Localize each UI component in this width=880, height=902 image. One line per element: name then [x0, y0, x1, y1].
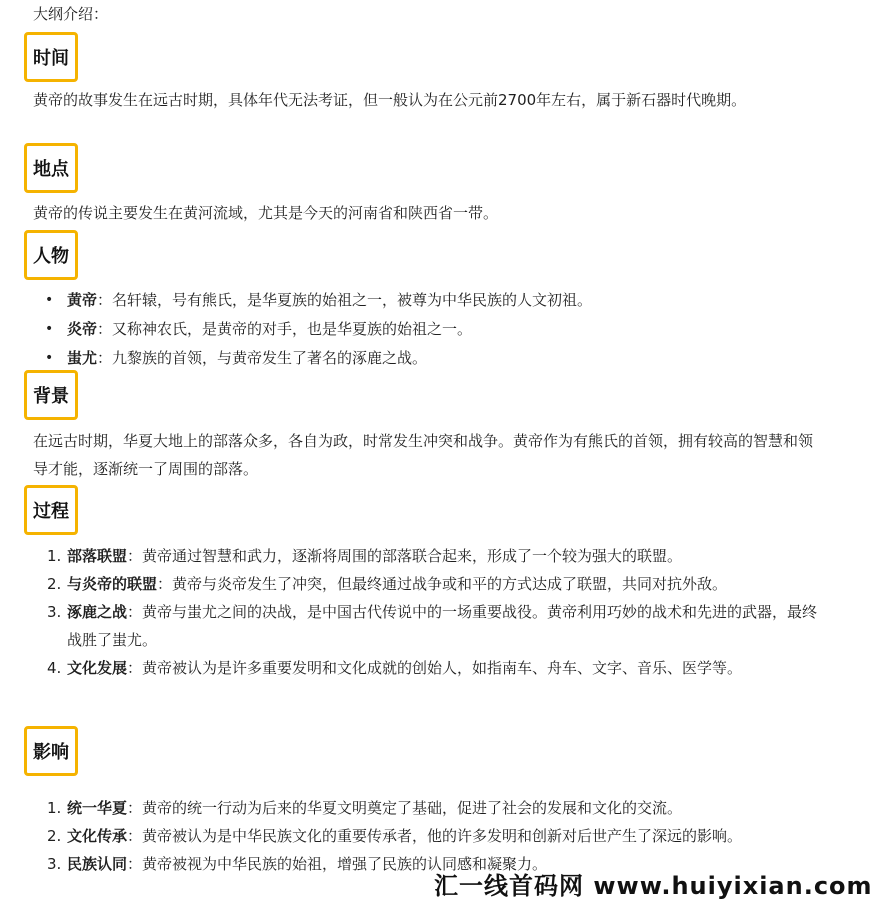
item-sep: ： — [97, 291, 113, 309]
list-item — [33, 598, 823, 654]
heading-place: 地点 — [24, 143, 78, 193]
item-desc: 黄帝的统一行动为后来的华夏文明奠定了基础，促进了社会的发展和文化的交流。 — [142, 799, 683, 817]
heading-impact: 影响 — [24, 726, 78, 776]
list-item — [33, 286, 833, 315]
heading-background: 背景 — [24, 370, 78, 420]
item-term: 部落联盟 — [67, 547, 128, 565]
item-sep: ： — [127, 659, 143, 677]
item-desc: 又称神农氏，是黄帝的对手，也是华夏族的始祖之一。 — [112, 320, 473, 338]
item-number: 2. — [47, 575, 62, 593]
item-number: 3. — [47, 855, 62, 873]
item-term: 涿鹿之战 — [67, 603, 128, 621]
item-sep: ： — [127, 855, 143, 873]
heading-time: 时间 — [24, 32, 78, 82]
item-desc: 黄帝被视为中华民族的始祖，增强了民族的认同感和凝聚力。 — [142, 855, 548, 873]
item-term: 与炎帝的联盟 — [67, 575, 158, 593]
item-sep: ： — [127, 603, 143, 621]
heading-process: 过程 — [24, 485, 78, 535]
item-term: 炎帝 — [67, 320, 98, 338]
list-item — [33, 315, 833, 344]
watermark: 汇一线首码网 www.huiyixian.com — [434, 872, 873, 900]
item-sep: ： — [127, 827, 143, 845]
item-number: 4. — [47, 659, 62, 677]
list-item — [33, 822, 823, 850]
list-item — [33, 654, 823, 682]
item-number: 3. — [47, 603, 62, 621]
item-sep: ： — [157, 575, 173, 593]
process-list — [33, 542, 823, 682]
item-sep: ： — [127, 799, 143, 817]
item-term: 文化发展 — [67, 659, 128, 677]
item-desc: 黄帝与蚩尤之间的决战，是中国古代传说中的一场重要战役。黄帝利用巧妙的战术和先进的武器，最终战胜了蚩尤。 — [67, 603, 818, 649]
item-desc: 黄帝与炎帝发生了冲突，但最终通过战争或和平的方式达成了联盟，共同对抗外敌。 — [172, 575, 728, 593]
intro-label: 大纲介绍： — [33, 5, 109, 23]
list-item — [33, 570, 823, 598]
item-desc: 黄帝被认为是中华民族文化的重要传承者，他的许多发明和创新对后世产生了深远的影响。 — [142, 827, 743, 845]
item-desc: 黄帝通过智慧和武力，逐渐将周围的部落联合起来，形成了一个较为强大的联盟。 — [142, 547, 683, 565]
background-paragraph: 在远古时期，华夏大地上的部落众多，各自为政，时常发生冲突和战争。黄帝作为有熊氏的首领，拥有较高的智慧和领导才能，逐渐统一了周围的部落。 — [33, 432, 814, 478]
item-desc: 黄帝被认为是许多重要发明和文化成就的创始人，如指南车、舟车、文字、音乐、医学等。 — [142, 659, 743, 677]
bullet-icon: • — [45, 292, 54, 308]
time-paragraph: 黄帝的故事发生在远古时期，具体年代无法考证，但一般认为在公元前2700年左右，属于新石器时代晚期。 — [33, 91, 747, 109]
bullet-icon: • — [45, 321, 54, 337]
item-desc: 九黎族的首领，与黄帝发生了著名的涿鹿之战。 — [112, 349, 428, 367]
bullet-icon: • — [45, 350, 54, 366]
list-item — [33, 344, 833, 373]
item-term: 民族认同 — [67, 855, 128, 873]
item-desc: 名轩辕，号有熊氏，是华夏族的始祖之一，被尊为中华民族的人文初祖。 — [112, 291, 593, 309]
people-list — [33, 286, 833, 373]
heading-people: 人物 — [24, 230, 78, 280]
item-sep: ： — [97, 320, 113, 338]
list-item — [33, 542, 823, 570]
item-term: 文化传承 — [67, 827, 128, 845]
item-sep: ： — [97, 349, 113, 367]
item-sep: ： — [127, 547, 143, 565]
item-term: 黄帝 — [67, 291, 98, 309]
item-number: 1. — [47, 547, 62, 565]
place-paragraph: 黄帝的传说主要发生在黄河流域，尤其是今天的河南省和陕西省一带。 — [33, 204, 499, 222]
item-term: 统一华夏 — [67, 799, 128, 817]
item-term: 蚩尤 — [67, 349, 98, 367]
item-number: 2. — [47, 827, 62, 845]
list-item — [33, 794, 823, 822]
item-number: 1. — [47, 799, 62, 817]
